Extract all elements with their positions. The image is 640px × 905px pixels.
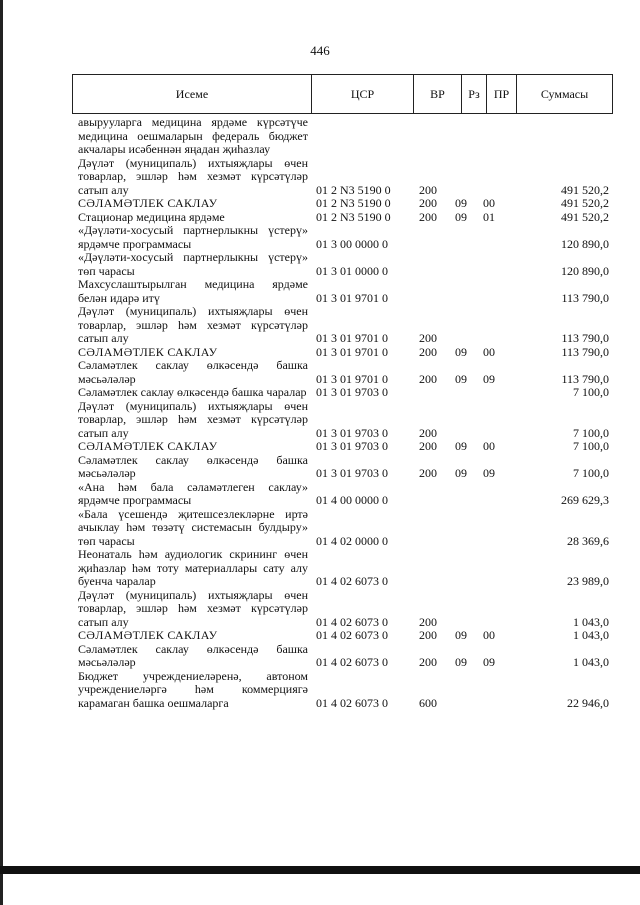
cell-pr: 09 [483,655,495,669]
table-row [78,400,613,441]
cell-sum: 269 629,3 [561,493,609,507]
cell-csr: 01 3 01 9703 0 [316,466,388,480]
cell-vr: 200 [419,628,437,642]
cell-rz: 09 [455,371,467,386]
cell-csr: 01 3 01 9703 0 [316,385,388,399]
cell-csr: 01 3 01 9701 0 [316,290,388,305]
cell-csr: 01 3 01 0000 0 [316,263,388,278]
cell-csr: 01 3 01 9703 0 [316,439,388,453]
cell-csr: 01 2 N3 5190 0 [316,209,391,224]
table-row [78,548,613,589]
table-row [78,197,613,211]
cell-pr: 00 [483,196,495,210]
table-row [78,116,613,157]
table-row [78,481,613,508]
cell-sum: 22 946,0 [567,695,609,710]
table-row [78,346,613,360]
cell-vr: 200 [419,655,437,669]
cell-vr: 200 [419,439,437,453]
cell-csr: 01 3 01 9701 0 [316,371,388,386]
cell-name: СӘЛАМӘТЛЕК САКЛАУ [78,196,218,210]
table-row [78,224,613,251]
cell-name: Сәламәтлек саклау өлкәсендә башка мәсьәләләр [78,358,308,386]
cell-name: Дәүләт (муниципаль) ихтыяҗлары өчен товарлар, эшләр һәм хезмәт күрсәтүләр сатып алу [78,155,308,197]
cell-name: «Дәүләти-хосусый партнерлыкны үстерү» ярдәмче программасы [78,223,308,251]
cell-vr: 200 [419,331,437,345]
scan-bottom-bar [0,866,640,874]
cell-name: Неонаталь һәм аудиологик скрининг өчен җиһазлар һәм тоту материаллары сату алу буенча чаралар [78,547,308,588]
cell-pr: 00 [483,628,495,642]
cell-csr: 01 4 00 0000 0 [316,493,388,507]
table-row [78,643,613,670]
cell-csr: 01 4 02 6073 0 [316,614,388,629]
table-row [78,157,613,198]
table-row [78,454,613,481]
header-sum: Суммасы [540,86,589,101]
cell-sum: 7 100,0 [573,439,609,453]
cell-rz: 09 [455,466,467,480]
cell-pr: 09 [483,466,495,480]
table-body [78,116,613,710]
header-vr: ВР [414,75,462,113]
cell-vr: 200 [419,466,437,480]
cell-name: СӘЛАМӘТЛЕК САКЛАУ [78,439,218,453]
cell-csr: 01 3 00 0000 0 [316,236,388,251]
cell-sum: 113 790,0 [561,344,609,359]
cell-name: Бюджет учреждениеләренә, автоном учреждениеләргә һәм коммерциягә карамаган башка оешмаларга [78,668,308,710]
cell-csr: 01 4 02 0000 0 [316,533,388,548]
cell-vr: 200 [419,182,437,197]
cell-sum: 491 520,2 [561,182,609,197]
cell-vr: 200 [419,196,437,210]
cell-sum: 28 369,6 [567,533,609,548]
header-csr: ЦСР [312,75,414,113]
cell-name: Сәламәтлек саклау өлкәсендә башка чаралар [78,385,307,399]
cell-name: Дәүләт (муниципаль) ихтыяҗлары өчен товарлар, эшләр һәм хезмәт күрсәтүләр сатып алу [78,398,308,440]
table-row [78,251,613,278]
cell-csr: 01 2 N3 5190 0 [316,196,391,210]
cell-csr: 01 4 02 6073 0 [316,695,388,710]
cell-name: СӘЛАМӘТЛЕК САКЛАУ [78,344,218,359]
table-header [72,74,613,114]
cell-pr: 00 [483,439,495,453]
cell-sum: 113 790,0 [561,290,609,305]
cell-sum: 23 989,0 [567,574,609,588]
cell-name: Стационар медицина ярдәме [78,209,225,224]
cell-rz: 09 [455,344,467,359]
cell-csr: 01 4 02 6073 0 [316,628,388,642]
cell-vr: 600 [419,695,437,710]
table-row [78,508,613,549]
cell-sum: 491 520,2 [561,196,609,210]
cell-vr: 200 [419,371,437,386]
cell-rz: 09 [455,628,467,642]
cell-csr: 01 3 01 9701 0 [316,331,388,345]
cell-rz: 09 [455,209,467,224]
cell-sum: 113 790,0 [561,371,609,386]
cell-name: «Бала үсешендә җитешсезлекләрне иртә ачыклау һәм төзәтү системасын булдыру» төп чарасы [78,506,308,548]
cell-name: Махсуслаштырылган медицина ярдәме белән идарә итү [78,277,308,305]
cell-name: Дәүләт (муниципаль) ихтыяҗлары өчен товарлар, эшләр һәм хезмәт күрсәтүләр сатып алу [78,587,308,629]
cell-name: Сәламәтлек саклау өлкәсендә башка мәсьәләләр [78,641,308,669]
page-number: 446 [310,43,330,58]
cell-vr: 200 [419,425,437,440]
cell-csr: 01 4 02 6073 0 [316,574,388,588]
cell-csr: 01 3 01 9703 0 [316,425,388,440]
table-row [78,670,613,711]
cell-name: «Ана һәм бала сәламәтлеген саклау» ярдәмче программасы [78,479,308,507]
cell-sum: 113 790,0 [561,331,609,345]
table-row [78,440,613,454]
table-row [78,278,613,305]
table-row [78,305,613,346]
cell-pr: 01 [483,209,495,224]
cell-sum: 1 043,0 [573,614,609,629]
cell-csr: 01 2 N3 5190 0 [316,182,391,197]
cell-sum: 7 100,0 [573,385,609,399]
cell-sum: 1 043,0 [573,655,609,669]
cell-sum: 120 890,0 [561,236,609,251]
cell-sum: 1 043,0 [573,628,609,642]
cell-csr: 01 4 02 6073 0 [316,655,388,669]
cell-pr: 00 [483,344,495,359]
cell-vr: 200 [419,344,437,359]
cell-sum: 120 890,0 [561,263,609,278]
cell-sum: 491 520,2 [561,209,609,224]
cell-rz: 09 [455,439,467,453]
scan-left-edge [0,0,3,905]
table-row [78,211,613,225]
cell-name: «Дәүләти-хосусый партнерлыкны үстерү» төп чарасы [78,250,308,278]
cell-rz: 09 [455,196,467,210]
cell-sum: 7 100,0 [573,425,609,440]
table-row [78,386,613,400]
cell-sum: 7 100,0 [573,466,609,480]
cell-name: Сәламәтлек саклау өлкәсендә башка мәсьәләләр [78,452,308,480]
cell-vr: 200 [419,614,437,629]
cell-name: СӘЛАМӘТЛЕК САКЛАУ [78,628,218,642]
header-name: Исеме [73,75,312,113]
header-pr: ПР [487,75,517,113]
header-rz: Рз [462,75,487,113]
table-row [78,359,613,386]
table-row [78,589,613,630]
cell-name: авырууларга медицина ярдәме күрсәтүче медицина оешмаларын федераль бюджет акчалары исәбеннән яңадан җиһазлау [78,115,308,156]
cell-rz: 09 [455,655,467,669]
cell-csr: 01 3 01 9701 0 [316,344,388,359]
cell-name: Дәүләт (муниципаль) ихтыяҗлары өчен товарлар, эшләр һәм хезмәт күрсәтүләр сатып алу [78,304,308,345]
table-row [78,629,613,643]
cell-pr: 09 [483,371,495,386]
cell-vr: 200 [419,209,437,224]
